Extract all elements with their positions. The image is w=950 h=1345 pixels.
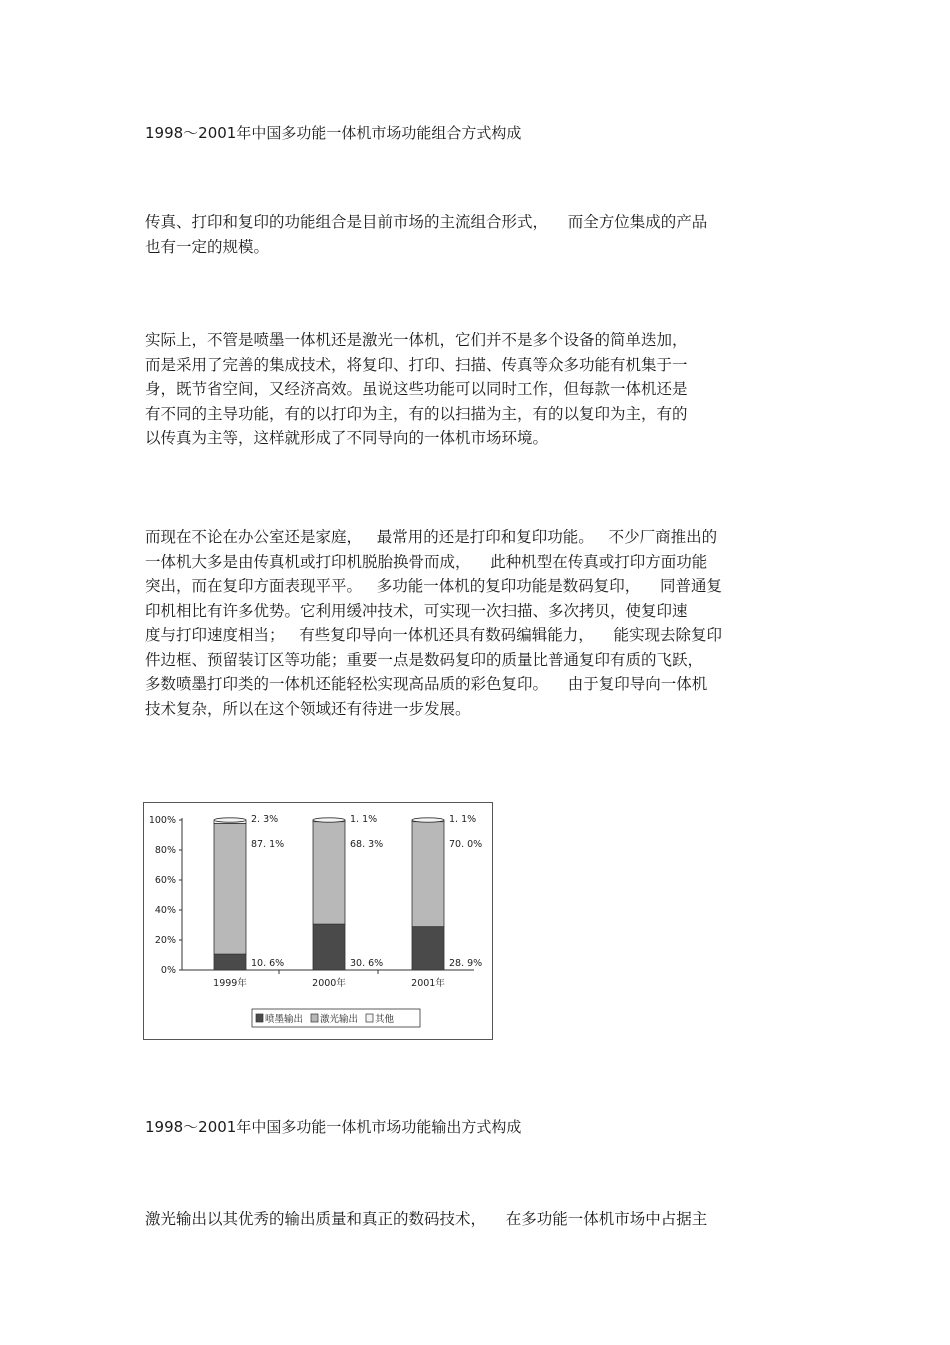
x-tick-label: 1999年 [213,978,247,989]
data-label: 28. 9% [449,958,483,969]
text-line: 印机相比有许多优势。它利用缓冲技术，可实现一次扫描、多次拷贝，使复印速 [145,601,688,620]
heading-text: 1998～2001年中国多功能一体机市场功能组合方式构成 [145,124,522,142]
bar-cap [412,818,444,822]
data-label: 1. 1% [350,814,378,825]
bar-cap [313,818,345,822]
legend-swatch [366,1014,373,1022]
bar-segment [313,924,345,970]
text-line: 有不同的主导功能，有的以打印为主，有的以扫描为主，有的以复印为主，有的 [145,404,688,423]
text-line: 也有一定的规模。 [145,237,270,256]
paragraph-2 [145,328,805,451]
section-heading-combination [145,121,805,146]
text-line: 而是采用了完善的集成技术，将复印、打印、扫描、传真等众多功能有机集于一 [145,355,688,374]
data-label: 1. 1% [449,814,477,825]
y-tick-label: 40% [154,905,176,916]
y-tick-label: 20% [154,935,176,946]
heading-text: 1998～2001年中国多功能一体机市场功能输出方式构成 [145,1118,522,1136]
y-tick-label: 80% [154,845,176,856]
text-line: 激光输出以其优秀的输出质量和真正的数码技术， 在多功能一体机市场中占据主 [145,1210,708,1228]
text-line: 一体机大多是由传真机或打印机脱胎换骨而成， 此种机型在传真或打印方面功能 [145,552,708,571]
y-tick-label: 100% [148,815,176,826]
text-line: 实际上，不管是喷墨一体机还是激光一体机，它们并不是多个设备的简单迭加， [145,331,688,349]
paragraph-4 [145,1207,805,1232]
bar-segment [214,823,246,954]
text-line: 传真、打印和复印的功能组合是目前市场的主流组合形式， 而全方位集成的产品 [145,213,708,231]
y-tick-label: 0% [160,965,176,976]
text-line: 而现在不论在办公室还是家庭， 最常用的还是打印和复印功能。 不少厂商推出的 [145,528,718,546]
legend-label: 其他 [375,1014,395,1025]
text-line: 突出，而在复印方面表现平平。 多功能一体机的复印功能是数码复印， 同普通复 [145,577,722,595]
text-line: 以传真为主等，这样就形成了不同导向的一体机市场环境。 [145,429,549,447]
x-tick-label: 2001年 [411,978,445,989]
data-label: 70. 0% [449,839,483,850]
data-label: 87. 1% [251,839,285,850]
data-label: 2. 3% [251,814,279,825]
bar-segment [412,927,444,970]
chart-canvas [144,803,492,1039]
text-line: 件边框、预留装订区等功能；重要一点是数码复印的质量比普通复印有质的飞跃， [145,650,704,669]
bar-segment [214,954,246,970]
legend-swatch [311,1014,318,1022]
paragraph-3 [145,525,805,721]
bar-segment [412,822,444,927]
legend-swatch [256,1014,263,1022]
text-line: 技术复杂，所以在这个领域还有待进一步发展。 [145,699,471,718]
y-tick-label: 60% [154,875,176,886]
data-label: 30. 6% [350,958,384,969]
legend-label: 喷墨输出 [265,1014,304,1025]
text-line: 身，既节省空间，又经济高效。虽说这些功能可以同时工作，但每款一体机还是 [145,380,688,398]
data-label: 68. 3% [350,839,384,850]
text-line: 度与打印速度相当； 有些复印导向一体机还具有数码编辑能力， 能实现去除复印 [145,626,722,644]
stacked-bar-chart [143,802,493,1040]
bar-segment [313,822,345,924]
paragraph-1 [145,210,805,259]
data-label: 10. 6% [251,958,285,969]
text-line: 多数喷墨打印类的一体机还能轻松实现高品质的彩色复印。 由于复印导向一体机 [145,675,708,693]
legend-label: 激光输出 [320,1014,359,1025]
bar-cap [214,818,246,822]
x-tick-label: 2000年 [312,978,346,989]
section-heading-output [145,1115,805,1140]
